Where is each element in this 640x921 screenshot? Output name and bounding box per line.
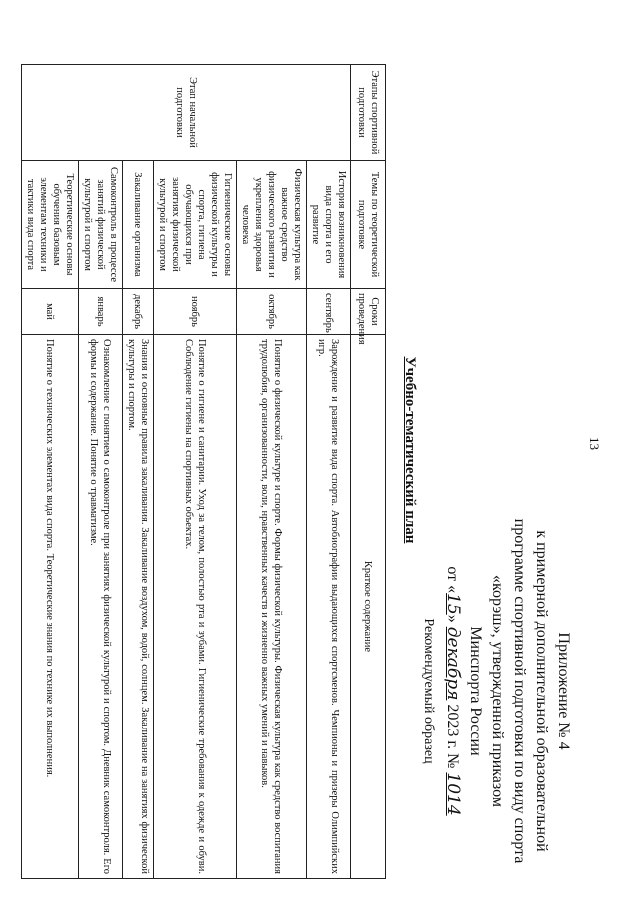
topic-cell: Теоретические основы обучения базовым элементам техники и тактики вида спорта	[22, 161, 79, 289]
term-cell: ноябрь	[154, 289, 237, 335]
handwritten-month: декабря	[443, 626, 463, 701]
date-prefix: от «	[444, 566, 461, 594]
content-cell: Ознакомление с понятием о самоконтроле при занятиях физической культурой и спортом. Дневник самоконтроля. Его формы и содержание. Понятие о травматизме.	[79, 335, 123, 879]
topic-cell: Самоконтроль в процессе занятий физической культурой и спортом	[79, 161, 123, 289]
header-topics: Темы по теоретической подготовке	[351, 161, 386, 289]
date-mid: »	[444, 614, 461, 623]
appendix-title: Приложение № 4	[555, 632, 572, 750]
term-cell: январь	[79, 289, 123, 335]
table-row	[307, 65, 351, 879]
appendix-line: к примерной дополнительной образовательной	[533, 530, 550, 852]
appendix-line: «корэш», утвержденной приказом	[489, 575, 506, 807]
table-row	[79, 65, 123, 879]
table-row	[123, 65, 154, 879]
topic-cell: Физическая культура как важное средство физического развития и укрепления здоровья человека	[237, 161, 307, 289]
content-cell: Знания и основные правила закаливания. Закаливание воздухом, водой, солнцем. Закаливание на занятиях физической культуры и спортом.	[123, 335, 154, 879]
content-cell: Зарождение и развитие вида спорта. Автобиографии выдающихся спортсменов. Чемпионы и призеры Олимпийских игр.	[307, 335, 351, 879]
header-terms: Сроки проведения	[351, 289, 386, 335]
stage-cell: Этап начальной подготовки	[22, 65, 351, 161]
term-cell: октябрь	[237, 289, 307, 335]
term-cell: декабрь	[123, 289, 154, 335]
table-row	[154, 65, 237, 879]
term-cell: май	[22, 289, 79, 335]
term-cell: сентябрь	[307, 289, 351, 335]
date-year: 2023 г. №	[444, 704, 461, 769]
topic-cell: История возникновения вида спорта и его развитие	[307, 161, 351, 289]
order-date-line	[441, 501, 464, 881]
appendix-line: программе спортивной подготовки по виду спорта	[511, 518, 528, 864]
content-cell: Понятие о технических элементах вида спорта. Теоретические знания по технике их выполнения.	[22, 335, 79, 879]
topic-cell: Закаливание организма	[123, 161, 154, 289]
table-header-row	[351, 65, 386, 879]
page-number: 13	[587, 437, 602, 450]
content-cell: Понятие о гигиене и санитарии. Уход за телом, полостью рта и зубами. Гигиенические требования к одежде и обуви. Соблюдение гигиены на спортивных объектах.	[154, 335, 237, 879]
table-row	[22, 65, 79, 879]
content-cell: Понятие о физической культуре и спорте. Формы физической культуры. Физическая культура как средство воспитания трудолюбия, организованности, воли, нравственных качеств и жизненно важных умений и навыков.	[237, 335, 307, 879]
header-stages: Этапы спортивной подготовки	[351, 65, 386, 161]
handwritten-order-number: 1014	[443, 772, 463, 816]
training-plan-table	[21, 64, 386, 879]
table-row	[237, 65, 307, 879]
appendix-line: Минспорта России	[467, 626, 484, 756]
handwritten-day: 15	[443, 593, 463, 615]
recommended-sample: Рекомендуемый образец	[421, 618, 436, 764]
appendix-header	[417, 501, 574, 881]
header-content: Краткое содержание	[351, 335, 386, 879]
topic-cell: Гигиенические основы физической культуры и спорта, гигиена обучающихся при занятиях физической культурой и спортом	[154, 161, 237, 289]
page-title: Учебно-тематический план	[402, 356, 418, 544]
